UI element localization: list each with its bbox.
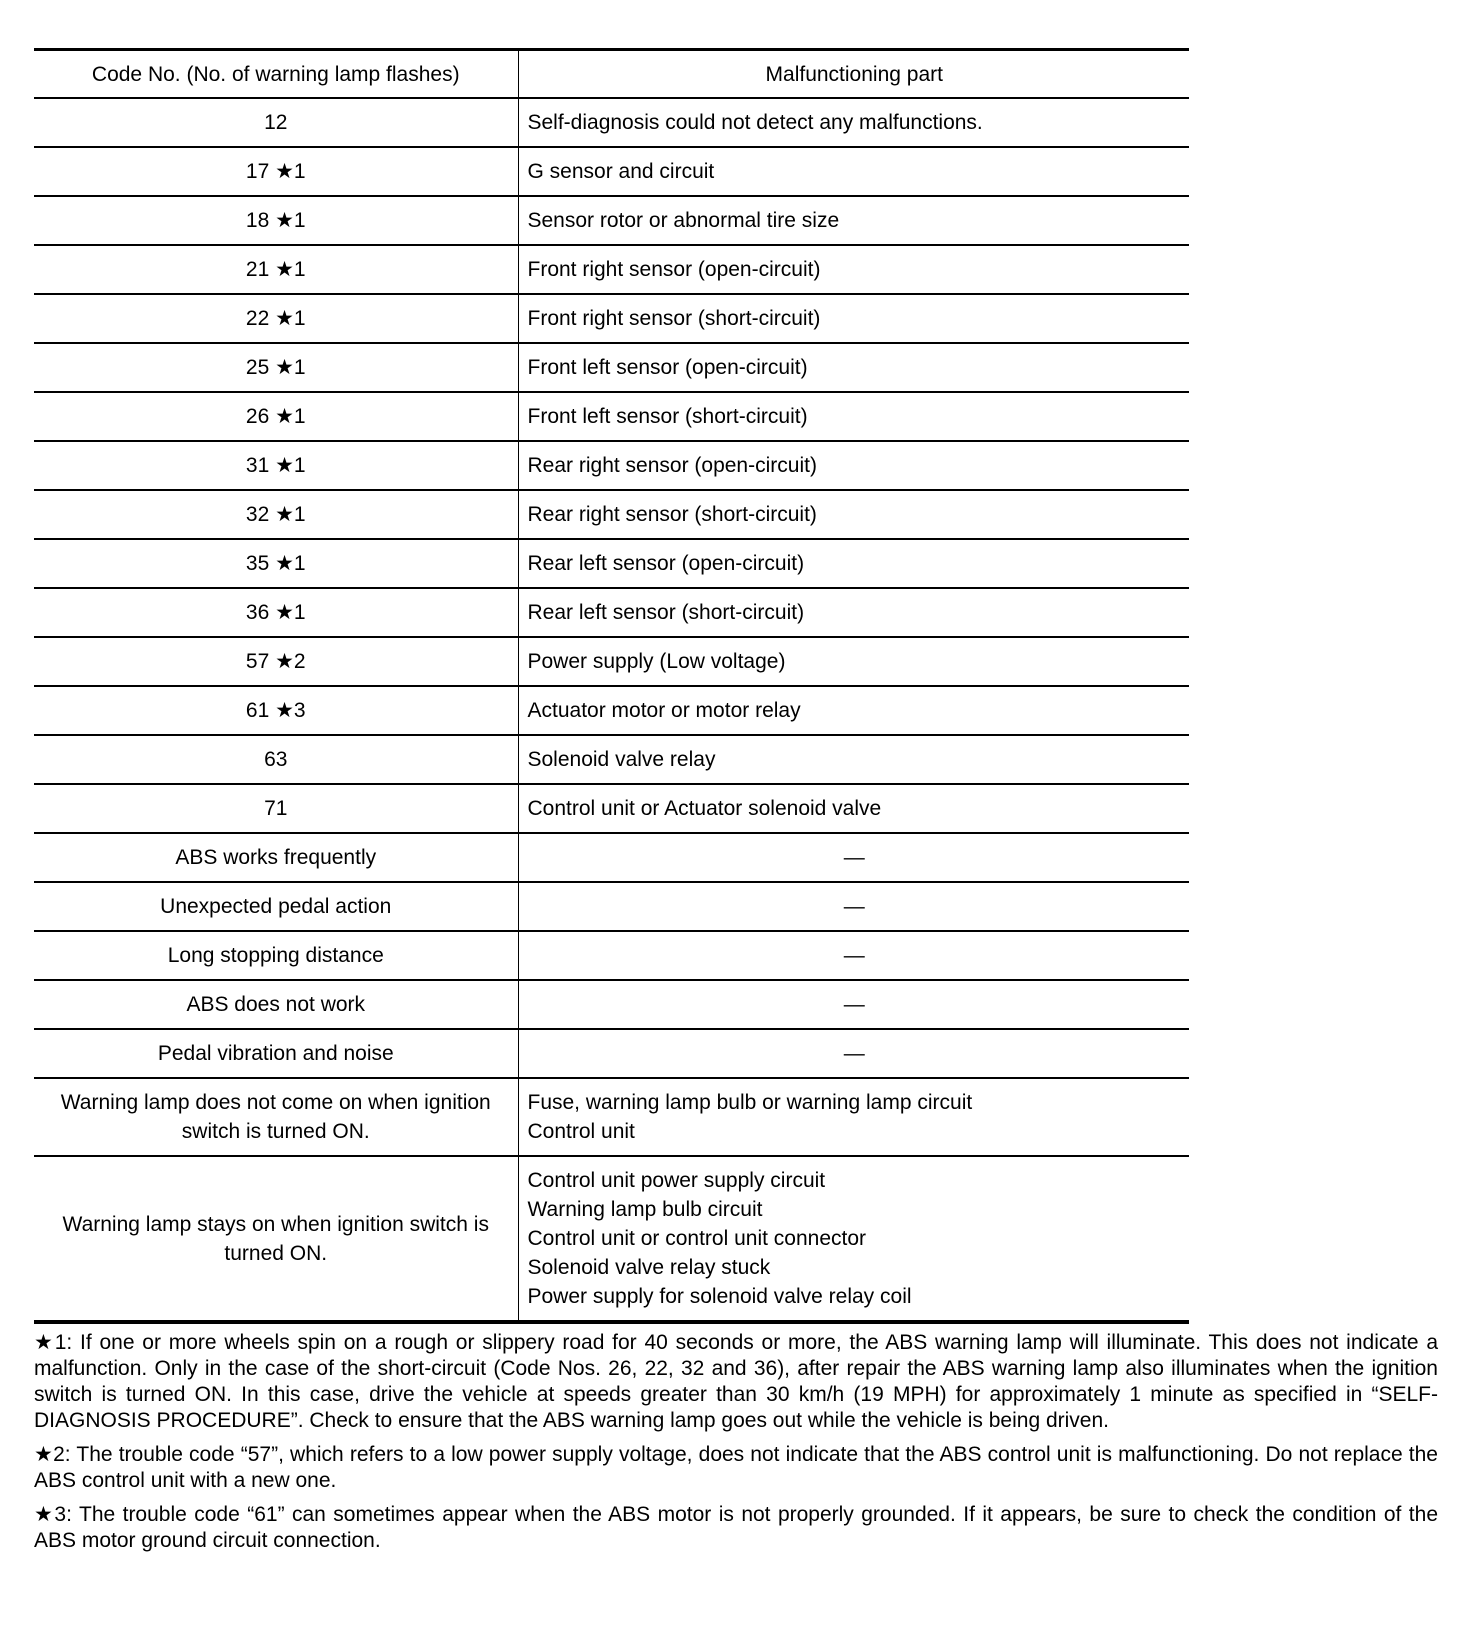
part-line: Self-diagnosis could not detect any malfunctions. <box>527 111 983 134</box>
footnote-3: ★3: The trouble code “61” can sometimes appear when the ABS motor is not properly grounded. If it appears, be sure to check the condition of the ABS motor ground circuit connection. <box>34 1503 1438 1552</box>
table-row <box>34 539 1189 588</box>
part-line: Power supply (Low voltage) <box>527 650 786 673</box>
dash-placeholder: — <box>843 846 865 869</box>
code-cell: 17 ★1 <box>34 147 518 196</box>
header-code-no: Code No. (No. of warning lamp flashes) <box>34 50 518 99</box>
part-line: Solenoid valve relay stuck <box>527 1256 771 1279</box>
malfunctioning-part-cell <box>518 931 1189 980</box>
malfunctioning-part-cell <box>518 441 1189 490</box>
part-line: Rear left sensor (open-circuit) <box>527 552 805 575</box>
part-line: Power supply for solenoid valve relay coil <box>527 1285 912 1308</box>
part-line: Warning lamp bulb circuit <box>527 1198 763 1221</box>
part-line: Sensor rotor or abnormal tire size <box>527 209 840 232</box>
malfunctioning-part-cell <box>518 539 1189 588</box>
table-row <box>34 784 1189 833</box>
dash-placeholder: — <box>843 993 865 1016</box>
dash-placeholder: — <box>843 1042 865 1065</box>
malfunctioning-part-cell <box>518 196 1189 245</box>
code-cell: Long stopping distance <box>34 931 518 980</box>
diagnostic-code-table <box>34 48 1189 1324</box>
code-cell: 71 <box>34 784 518 833</box>
code-cell: 61 ★3 <box>34 686 518 735</box>
table-row <box>34 980 1189 1029</box>
malfunctioning-part-cell <box>518 1078 1189 1156</box>
table-row <box>34 490 1189 539</box>
table-row <box>34 588 1189 637</box>
code-cell: Warning lamp does not come on when ignition switch is turned ON. <box>34 1078 518 1156</box>
malfunctioning-part-cell <box>518 392 1189 441</box>
part-line: G sensor and circuit <box>527 160 715 183</box>
table-row <box>34 931 1189 980</box>
part-line: Control unit or Actuator solenoid valve <box>527 797 882 820</box>
table-row <box>34 392 1189 441</box>
malfunctioning-part-cell <box>518 588 1189 637</box>
malfunctioning-part-cell <box>518 686 1189 735</box>
malfunctioning-part-cell <box>518 735 1189 784</box>
code-cell: 22 ★1 <box>34 294 518 343</box>
code-cell: 21 ★1 <box>34 245 518 294</box>
malfunctioning-part-cell <box>518 1029 1189 1078</box>
table-row <box>34 245 1189 294</box>
header-malfunctioning-part: Malfunctioning part <box>518 50 1189 99</box>
dash-placeholder: — <box>843 944 865 967</box>
code-cell: Unexpected pedal action <box>34 882 518 931</box>
part-line: Control unit or control unit connector <box>527 1227 867 1250</box>
part-line: Front right sensor (open-circuit) <box>527 258 821 281</box>
code-cell: 57 ★2 <box>34 637 518 686</box>
footnotes <box>34 1330 1438 1562</box>
part-line: Solenoid valve relay <box>527 748 716 771</box>
table-row <box>34 1029 1189 1078</box>
malfunctioning-part-cell <box>518 1156 1189 1322</box>
malfunctioning-part-cell <box>518 245 1189 294</box>
table-body <box>34 98 1189 1322</box>
table-row <box>34 147 1189 196</box>
code-cell: 63 <box>34 735 518 784</box>
malfunctioning-part-cell <box>518 980 1189 1029</box>
part-line: Control unit power supply circuit <box>527 1169 826 1192</box>
table-row <box>34 735 1189 784</box>
part-line: Front left sensor (open-circuit) <box>527 356 808 379</box>
table-row <box>34 1078 1189 1156</box>
part-line: Control unit <box>527 1120 635 1143</box>
part-line: Rear left sensor (short-circuit) <box>527 601 805 624</box>
malfunctioning-part-cell <box>518 490 1189 539</box>
malfunctioning-part-cell <box>518 147 1189 196</box>
table-row <box>34 1156 1189 1322</box>
malfunctioning-part-cell <box>518 882 1189 931</box>
table-row <box>34 294 1189 343</box>
part-line: Fuse, warning lamp bulb or warning lamp circuit <box>527 1091 973 1114</box>
code-cell: Warning lamp stays on when ignition switch is turned ON. <box>34 1156 518 1322</box>
code-cell: ABS does not work <box>34 980 518 1029</box>
malfunctioning-part-cell <box>518 98 1189 147</box>
code-cell: ABS works frequently <box>34 833 518 882</box>
table-row <box>34 441 1189 490</box>
malfunctioning-part-cell <box>518 637 1189 686</box>
code-cell: 26 ★1 <box>34 392 518 441</box>
malfunctioning-part-cell <box>518 833 1189 882</box>
malfunctioning-part-cell <box>518 784 1189 833</box>
code-cell: 25 ★1 <box>34 343 518 392</box>
malfunctioning-part-cell <box>518 343 1189 392</box>
dash-placeholder: — <box>843 895 865 918</box>
part-line: Rear right sensor (open-circuit) <box>527 454 817 477</box>
malfunctioning-part-cell <box>518 294 1189 343</box>
code-cell: 18 ★1 <box>34 196 518 245</box>
table-header-row <box>34 50 1189 99</box>
part-line: Actuator motor or motor relay <box>527 699 801 722</box>
code-cell: 32 ★1 <box>34 490 518 539</box>
table-row <box>34 343 1189 392</box>
footnote-2: ★2: The trouble code “57”, which refers to a low power supply voltage, does not indicate that the ABS control unit is malfunctioning. Do not replace the ABS control unit with a new one. <box>34 1443 1438 1492</box>
footnote-1: ★1: If one or more wheels spin on a rough or slippery road for 40 seconds or more, the ABS warning lamp will illuminate. This does not indicate a malfunction. Only in the case of the short-circuit (Code Nos. 26, 22, 32 and 36), after repair the ABS warning lamp also illuminates when the ignition switch is turned ON. In this case, drive the vehicle at speeds greater than 30 km/h (19 MPH) for approximately 1 minute as specified in “SELF-DIAGNOSIS PROCEDURE”. Check to ensure that the ABS warning lamp goes out while the vehicle is being driven. <box>34 1331 1438 1432</box>
code-cell: 35 ★1 <box>34 539 518 588</box>
code-cell: 31 ★1 <box>34 441 518 490</box>
table-row <box>34 882 1189 931</box>
table-row <box>34 98 1189 147</box>
table-row <box>34 686 1189 735</box>
part-line: Rear right sensor (short-circuit) <box>527 503 817 526</box>
code-cell: 36 ★1 <box>34 588 518 637</box>
part-line: Front left sensor (short-circuit) <box>527 405 808 428</box>
code-cell: Pedal vibration and noise <box>34 1029 518 1078</box>
table-row <box>34 637 1189 686</box>
code-cell: 12 <box>34 98 518 147</box>
table-row <box>34 196 1189 245</box>
table-row <box>34 833 1189 882</box>
part-line: Front right sensor (short-circuit) <box>527 307 821 330</box>
